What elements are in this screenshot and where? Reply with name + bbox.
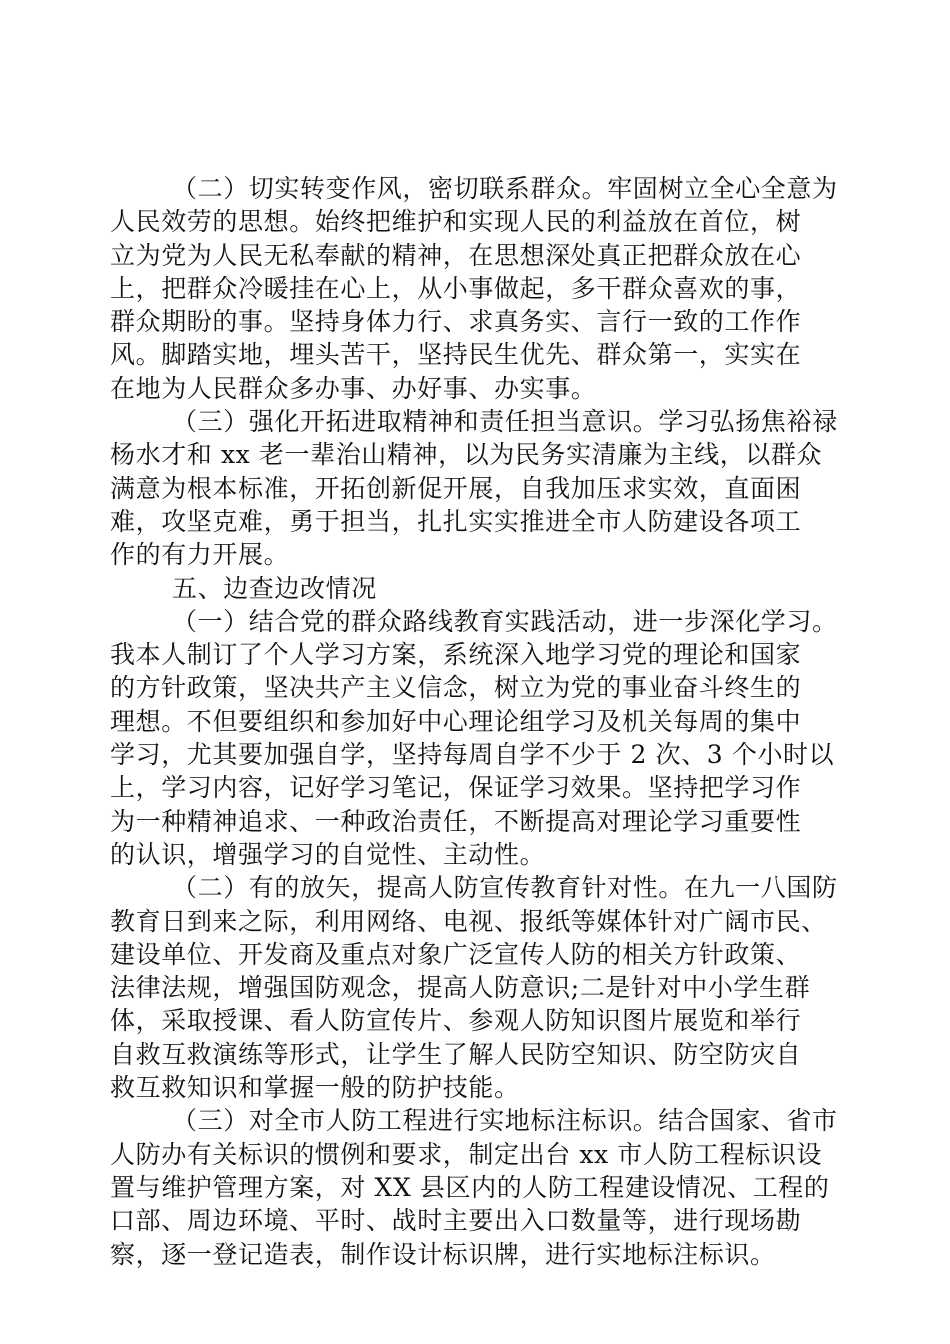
text-line: （三）强化开拓进取精神和责任担当意识。学习弘扬焦裕禄 — [172, 407, 838, 437]
section-heading-5 — [110, 572, 850, 605]
text-line: 自救互救演练等形式，让学生了解人民防空知识、防空防灾自 — [110, 1039, 802, 1069]
text-line: （二）切实转变作风，密切联系群众。牢固树立全心全意为 — [172, 174, 838, 203]
text-line: 上，把群众冷暖挂在心上，从小事做起，多干群众喜欢的事， — [110, 273, 802, 303]
paragraph-p1 — [110, 172, 850, 405]
text-line: 杨水才和 xx 老一辈治山精神，以为民务实清廉为主线，以群众 — [110, 440, 823, 470]
paragraph-p5 — [110, 1104, 850, 1270]
paragraph-p3 — [110, 605, 850, 871]
text-line: 满意为根本标准，开拓创新促开展，自我加压求实效，直面困 — [110, 473, 802, 503]
text-line: 作的有力开展。 — [110, 540, 290, 570]
text-line: 难，攻坚克难，勇于担当，扎扎实实推进全市人防建设各项工 — [110, 506, 802, 536]
text-line: （三）对全市人防工程进行实地标注标识。结合国家、省市 — [172, 1106, 838, 1136]
paragraph-p2 — [110, 405, 850, 571]
text-line: 察，逐一登记造表，制作设计标识牌，进行实地标注标识。 — [110, 1239, 776, 1269]
text-line: 人民效劳的思想。始终把维护和实现人民的利益放在首位，树 — [110, 207, 802, 237]
document-body — [110, 172, 850, 1271]
text-line: 理想。不但要组织和参加好中心理论组学习及机关每周的集中 — [110, 706, 802, 736]
text-line: 置与维护管理方案，对 XX 县区内的人防工程建设情况、工程的 — [110, 1172, 830, 1202]
text-line: 体，采取授课、看人防宣传片、参观人防知识图片展览和举行 — [110, 1006, 802, 1036]
text-line: 人防办有关标识的惯例和要求，制定出台 xx 市人防工程标识设 — [110, 1139, 823, 1169]
section-heading: 五、边查边改情况 — [172, 573, 377, 603]
text-line: 教育日到来之际，利用网络、电视、报纸等媒体针对广阔市民、 — [110, 906, 827, 936]
text-line: 在地为人民群众多办事、办好事、办实事。 — [110, 373, 597, 403]
text-line: 的认识，增强学习的自觉性、主动性。 — [110, 839, 546, 869]
text-line: 我本人制订了个人学习方案，系统深入地学习党的理论和国家 — [110, 640, 802, 670]
text-line: 风。脚踏实地，埋头苦干，坚持民生优先、群众第一，实实在 — [110, 340, 802, 370]
text-line: 法律法规，增强国防观念，提高人防意识;二是针对中小学生群 — [110, 973, 811, 1003]
paragraph-p4 — [110, 871, 850, 1104]
text-line: （二）有的放矢，提高人防宣传教育针对性。在九一八国防 — [172, 873, 838, 903]
text-line: 为一种精神追求、一种政治责任，不断提高对理论学习重要性 — [110, 806, 802, 836]
text-line: 口部、周边环境、平时、战时主要出入口数量等，进行现场勘 — [110, 1206, 802, 1236]
text-line: 建设单位、开发商及重点对象广泛宣传人防的相关方针政策、 — [110, 939, 802, 969]
text-line: 救互救知识和掌握一般的防护技能。 — [110, 1073, 520, 1103]
text-line: 学习，尤其要加强自学，坚持每周自学不少于 2 次、3 个小时以 — [110, 740, 835, 770]
text-line: 的方针政策，坚决共产主义信念，树立为党的事业奋斗终生的 — [110, 673, 802, 703]
text-line: 上，学习内容，记好学习笔记，保证学习效果。坚持把学习作 — [110, 773, 802, 803]
text-line: 立为党为人民无私奉献的精神，在思想深处真正把群众放在心 — [110, 240, 802, 270]
text-line: 群众期盼的事。坚持身体力行、求真务实、言行一致的工作作 — [110, 307, 802, 337]
text-line: （一）结合党的群众路线教育实践活动，进一步深化学习。 — [172, 606, 838, 636]
